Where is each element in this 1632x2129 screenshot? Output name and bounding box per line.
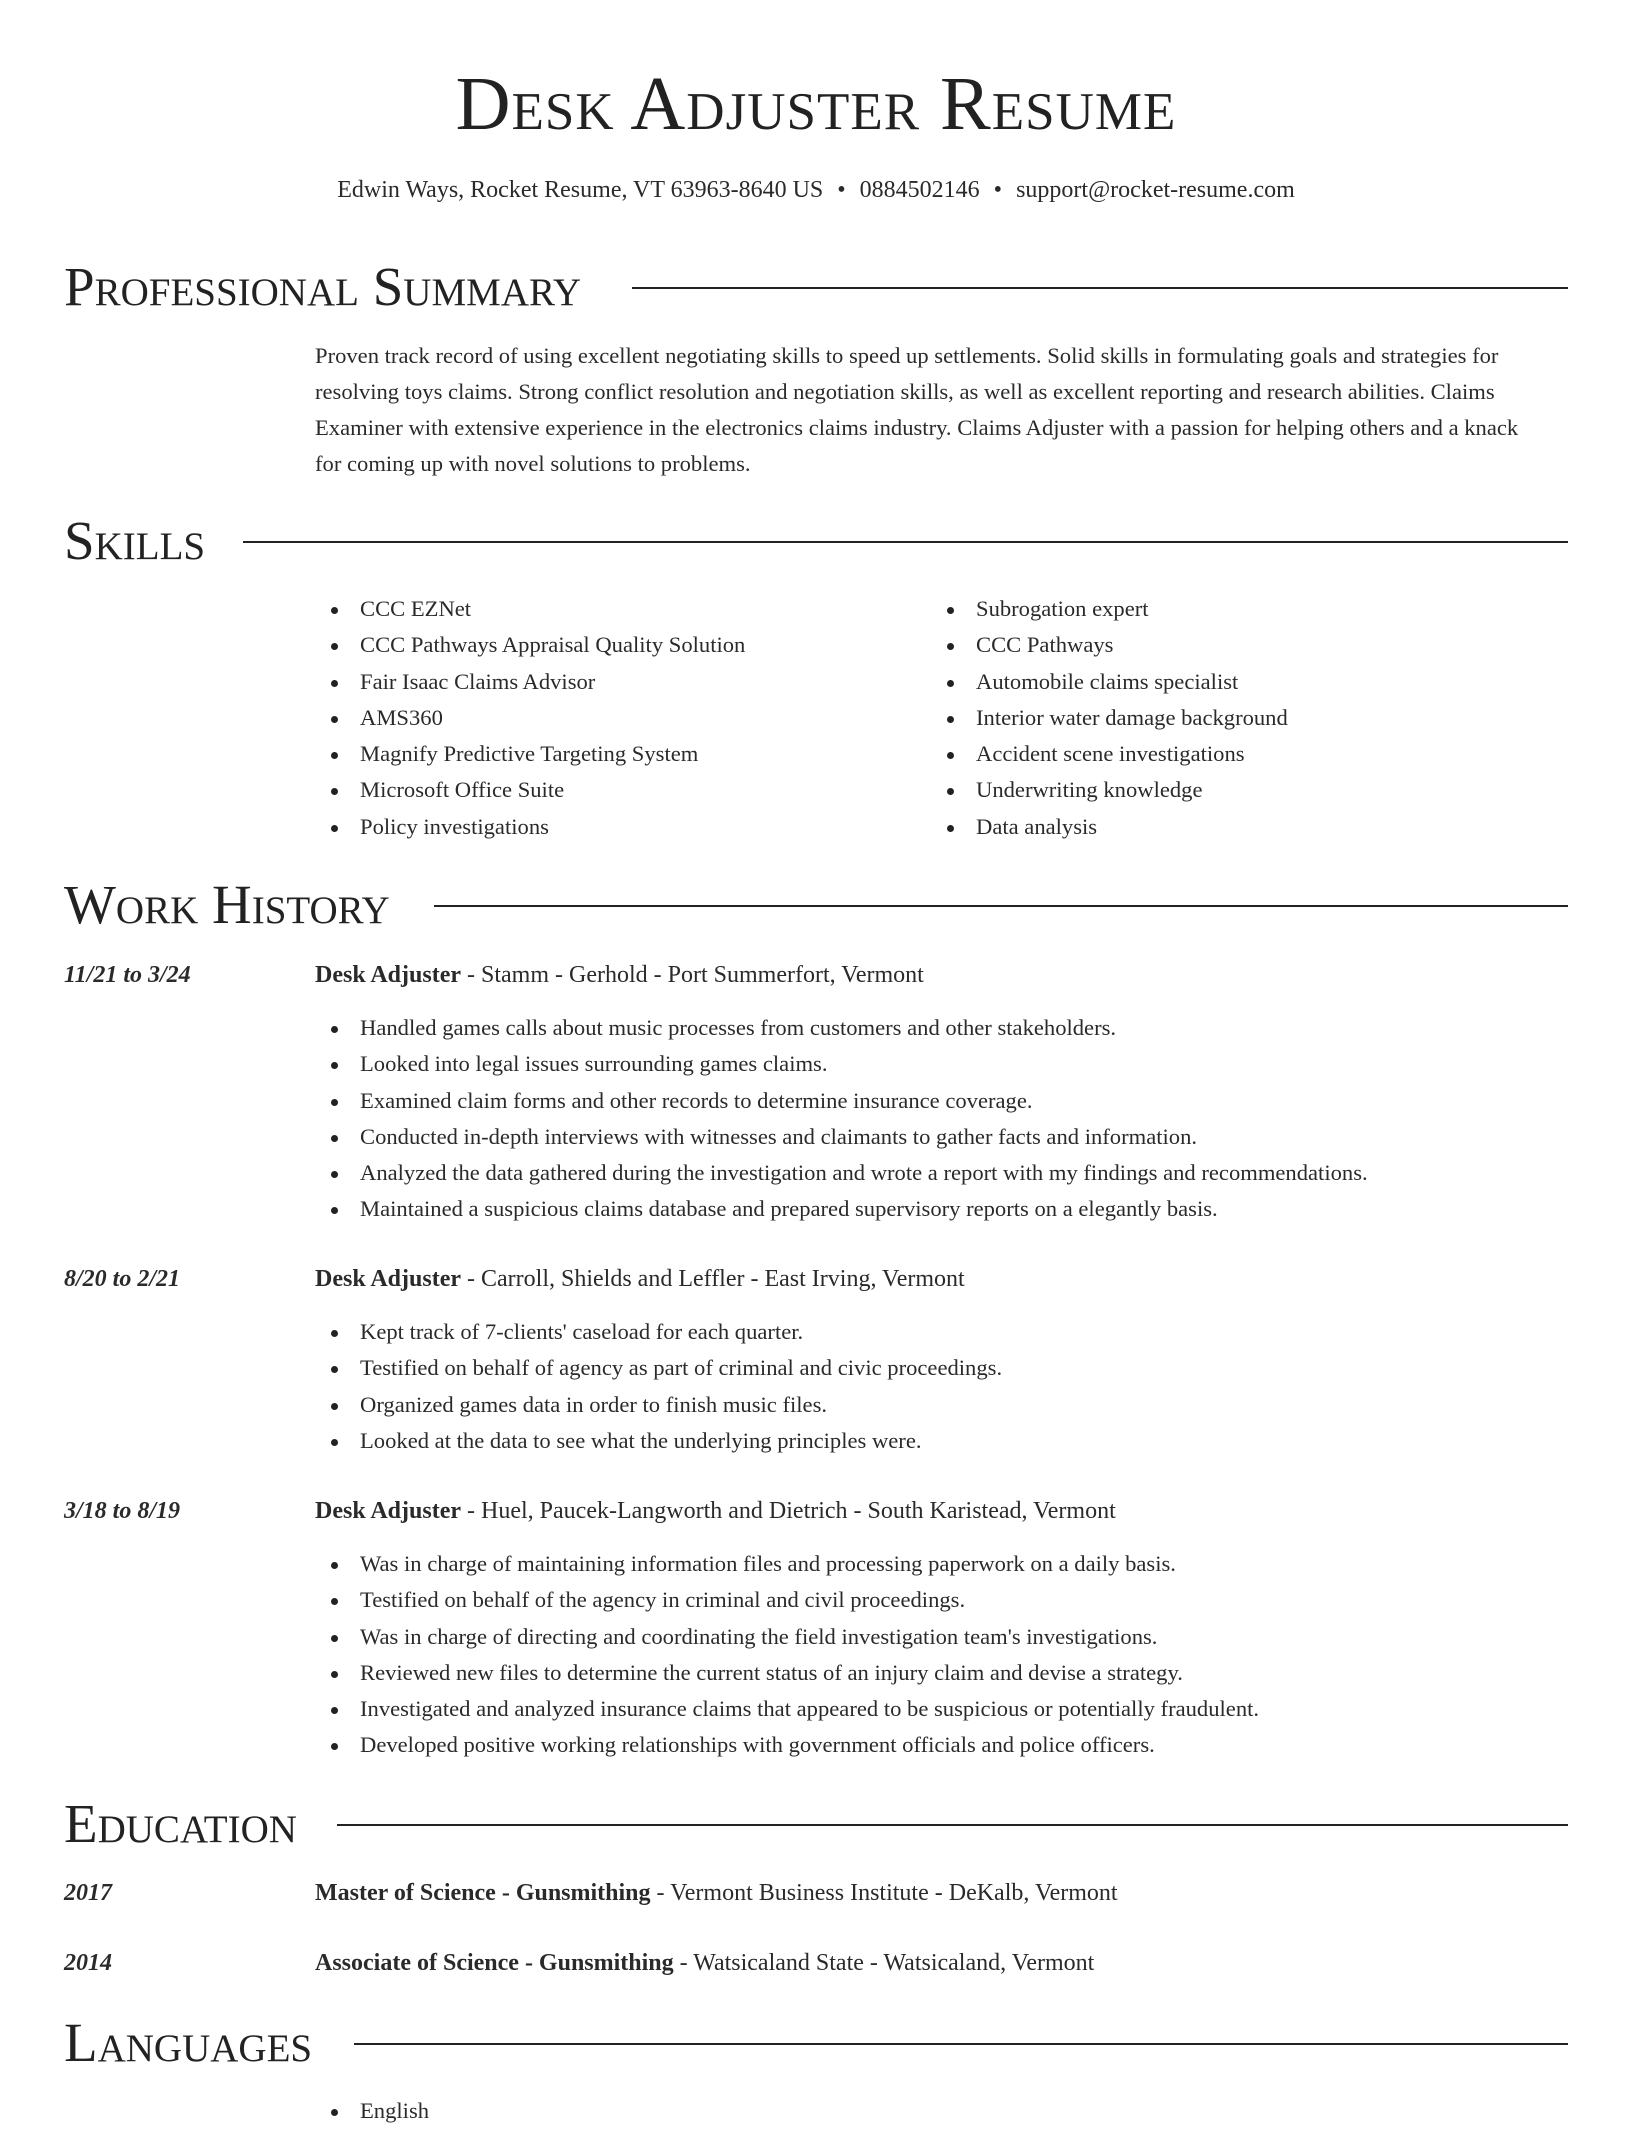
education-year: 2017 <box>64 1880 112 1906</box>
contact-separator: • <box>993 177 1003 203</box>
education-school: - Watsicaland State - Watsicaland, Vermont <box>673 1950 1095 1976</box>
job-bullet: Investigated and analyzed insurance claims that appeared to be suspicious or potentially fraudulent. <box>315 1691 1259 1727</box>
section-divider <box>354 2043 1568 2045</box>
summary-text: Proven track record of using excellent negotiating skills to speed up settlements. Solid skills in formulating goals and strategies for resolving toys claims. Strong conflict resolution and negotiation skills, as well as excellent reporting and research abilities. Claims Examiner with extensive experience in the electronics claims industry. Claims Adjuster with a passion for helping others and a knack for coming up with novel solutions to problems. <box>315 343 1519 476</box>
job-bullet: Looked at the data to see what the underlying principles were. <box>315 1423 1002 1459</box>
education-entry <box>315 1877 1118 1909</box>
education-degree: Associate of Science - Gunsmithing <box>315 1950 674 1976</box>
job-title: Desk Adjuster <box>315 1498 462 1524</box>
contact-line <box>0 174 1632 206</box>
skills-list-left <box>315 591 745 845</box>
job-dates: 11/21 to 3/24 <box>64 962 191 988</box>
job-bullet: Was in charge of directing and coordinating the field investigation team's investigations. <box>315 1619 1259 1655</box>
skill-item: CCC Pathways Appraisal Quality Solution <box>315 627 745 663</box>
skill-item: Interior water damage background <box>931 700 1288 736</box>
section-title: Languages <box>64 2012 313 2073</box>
section-divider <box>337 1824 1568 1826</box>
skill-item: CCC Pathways <box>931 627 1288 663</box>
skill-item: Automobile claims specialist <box>931 664 1288 700</box>
contact-phone: 0884502146 <box>859 177 980 203</box>
skill-item: Data analysis <box>931 809 1288 845</box>
section-divider <box>632 287 1568 289</box>
section-skills-heading <box>64 506 1568 576</box>
section-summary-heading <box>64 252 1568 322</box>
job-bullets <box>315 1010 1368 1228</box>
job-heading <box>315 959 924 991</box>
skills-list-right <box>931 591 1288 845</box>
education-year: 2014 <box>64 1950 112 1976</box>
language-item: English <box>315 2093 429 2129</box>
skill-item: Policy investigations <box>315 809 745 845</box>
section-work-heading <box>64 870 1568 940</box>
job-bullet: Kept track of 7-clients' caseload for each quarter. <box>315 1314 1002 1350</box>
job-bullet: Examined claim forms and other records to determine insurance coverage. <box>315 1083 1368 1119</box>
job-dates: 3/18 to 8/19 <box>64 1498 181 1524</box>
job-heading <box>315 1495 1116 1527</box>
contact-email: support@rocket-resume.com <box>1016 177 1295 203</box>
job-bullet: Reviewed new files to determine the current status of an injury claim and devise a strategy. <box>315 1655 1259 1691</box>
contact-separator: • <box>837 177 846 203</box>
section-languages-heading <box>64 2008 1568 2078</box>
job-bullet: Testified on behalf of agency as part of criminal and civic proceedings. <box>315 1350 1002 1386</box>
section-education-heading <box>64 1789 1568 1859</box>
skill-item: Accident scene investigations <box>931 736 1288 772</box>
job-bullets <box>315 1314 1002 1459</box>
section-title: Professional Summary <box>64 256 582 317</box>
job-bullets <box>315 1546 1259 1764</box>
skill-item: Magnify Predictive Targeting System <box>315 736 745 772</box>
section-divider <box>434 905 1568 907</box>
job-title: Desk Adjuster <box>315 962 462 988</box>
job-details: - Stamm - Gerhold - Port Summerfort, Vermont <box>461 962 924 988</box>
skill-item: Subrogation expert <box>931 591 1288 627</box>
section-title: Education <box>64 1793 297 1854</box>
job-title: Desk Adjuster <box>315 1266 462 1292</box>
section-title: Work History <box>64 874 390 935</box>
education-school: - Vermont Business Institute - DeKalb, Vermont <box>650 1880 1118 1906</box>
section-title: Skills <box>64 510 206 571</box>
job-heading <box>315 1263 965 1295</box>
job-bullet: Maintained a suspicious claims database and prepared supervisory reports on a elegantly basis. <box>315 1191 1368 1227</box>
skill-item: CCC EZNet <box>315 591 745 627</box>
job-details: - Huel, Paucek-Langworth and Dietrich - South Karistead, Vermont <box>461 1498 1116 1524</box>
job-bullet: Organized games data in order to finish music files. <box>315 1387 1002 1423</box>
job-bullet: Was in charge of maintaining information files and processing paperwork on a daily basis. <box>315 1546 1259 1582</box>
skill-item: Underwriting knowledge <box>931 772 1288 808</box>
job-bullet: Conducted in-depth interviews with witnesses and claimants to gather facts and information. <box>315 1119 1368 1155</box>
skill-item: Fair Isaac Claims Advisor <box>315 664 745 700</box>
job-bullet: Testified on behalf of the agency in criminal and civil proceedings. <box>315 1582 1259 1618</box>
job-dates: 8/20 to 2/21 <box>64 1266 181 1292</box>
languages-list <box>315 2093 429 2129</box>
education-degree: Master of Science - Gunsmithing <box>315 1880 651 1906</box>
education-entry <box>315 1947 1094 1979</box>
job-bullet: Analyzed the data gathered during the investigation and wrote a report with my findings and recommendations. <box>315 1155 1368 1191</box>
job-bullet: Looked into legal issues surrounding games claims. <box>315 1046 1368 1082</box>
page-title: Desk Adjuster Resume <box>455 62 1177 146</box>
job-details: - Carroll, Shields and Leffler - East Irving, Vermont <box>461 1266 965 1292</box>
skill-item: AMS360 <box>315 700 745 736</box>
contact-address: Edwin Ways, Rocket Resume, VT 63963-8640 US <box>337 177 824 203</box>
skill-item: Microsoft Office Suite <box>315 772 745 808</box>
job-bullet: Developed positive working relationships with government officials and police officers. <box>315 1727 1259 1763</box>
job-bullet: Handled games calls about music processes from customers and other stakeholders. <box>315 1010 1368 1046</box>
section-divider <box>243 541 1568 543</box>
